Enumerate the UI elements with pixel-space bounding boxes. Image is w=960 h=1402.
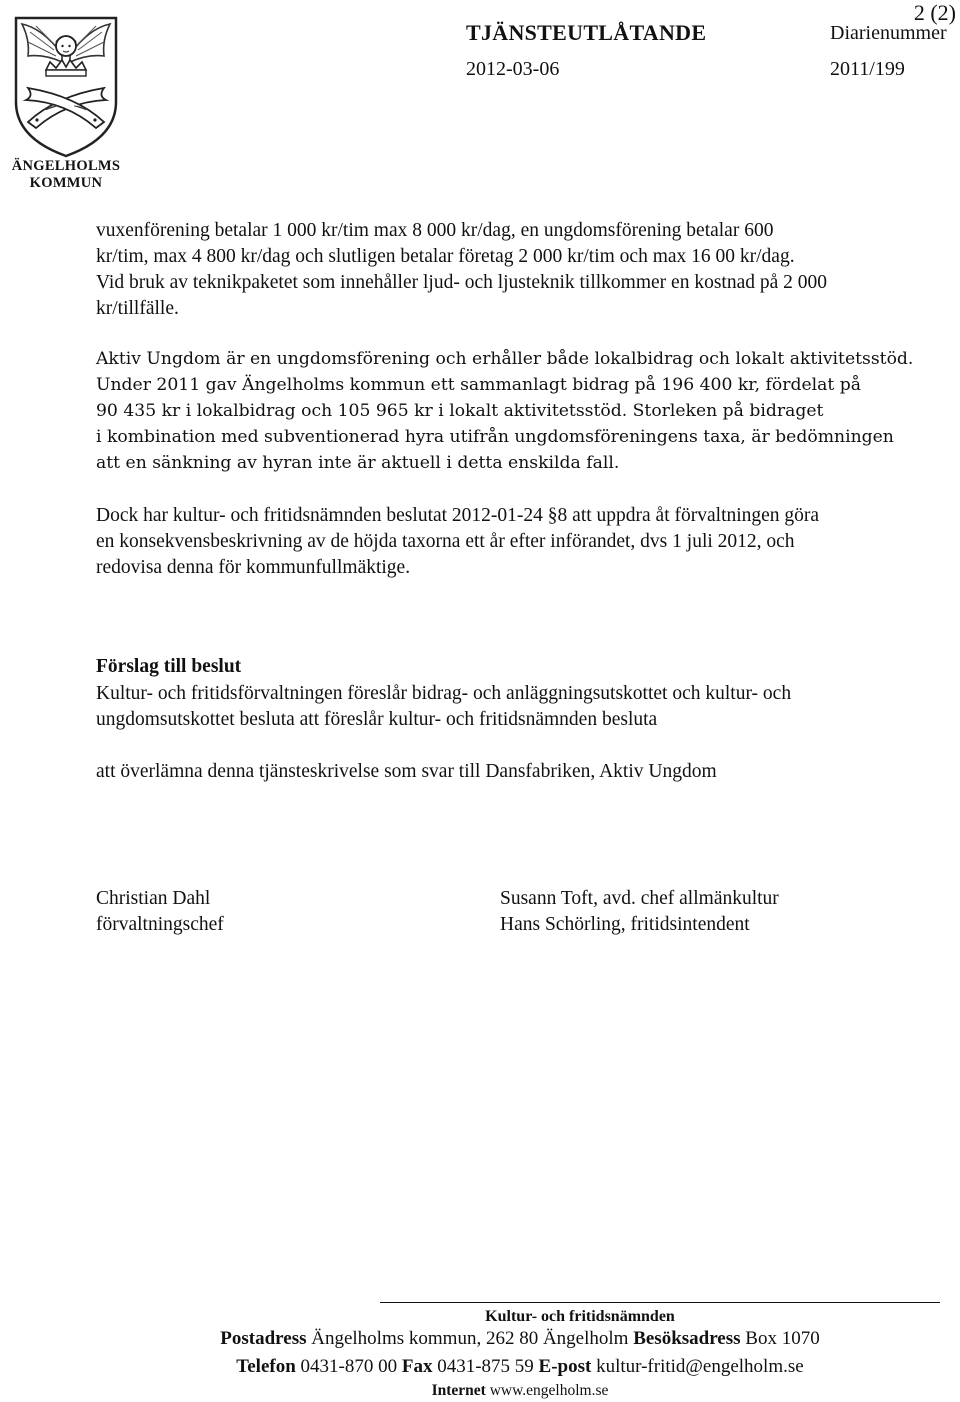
text-line: ungdomsutskottet besluta att föreslår kultur- och fritidsnämnden besluta xyxy=(96,709,658,730)
signature-left-title: förvaltningschef xyxy=(96,914,224,935)
epost-label: E-post xyxy=(538,1356,592,1377)
telefon-label: Telefon xyxy=(236,1356,296,1377)
text-line: redovisa denna för kommunfullmäktige. xyxy=(96,557,411,578)
paragraph-fees xyxy=(96,218,936,322)
footer-department: Kultur- och fritidsnämnden xyxy=(485,1308,675,1325)
text-line: vuxenförening betalar 1 000 kr/tim max 8 000 kr/dag, en ungdomsförening betalar 600 xyxy=(96,220,774,241)
postadress-value: Ängelholms kommun, 262 80 Ängelholm xyxy=(311,1328,629,1349)
text-line: Aktiv Ungdom är en ungdomsförening och erhåller både lokalbidrag och lokalt aktivitetsstöd. xyxy=(96,349,914,369)
document-date: 2012-03-06 xyxy=(466,58,560,80)
text-line: Vid bruk av teknikpaketet som innehåller ljud- och ljusteknik tillkommer en kostnad på 2 000 xyxy=(96,272,828,293)
signature-right-line1: Susann Toft, avd. chef allmänkultur xyxy=(500,888,779,909)
footer-internet-line xyxy=(120,1382,920,1400)
internet-link[interactable]: www.engelholm.se xyxy=(489,1382,609,1399)
text-line: att överlämna denna tjänsteskrivelse som svar till Dansfabriken, Aktiv Ungdom xyxy=(96,761,717,782)
diarie-number: 2011/199 xyxy=(830,58,905,80)
besoksadress-label: Besöksadress xyxy=(633,1328,741,1349)
coat-of-arms-icon xyxy=(6,10,126,160)
diarie-label: Diarienummer xyxy=(830,22,947,44)
text-line: Under 2011 gav Ängelholms kommun ett sammanlagt bidrag på 196 400 kr, fördelat på xyxy=(96,375,862,395)
footer-contact-line xyxy=(120,1356,920,1378)
paragraph-decision xyxy=(96,503,936,581)
paragraph-proposal xyxy=(96,681,936,733)
besoksadress-value: Box 1070 xyxy=(745,1328,820,1349)
text-line: 90 435 kr i lokalbidrag och 105 965 kr i lokalt aktivitetsstöd. Storleken på bidraget xyxy=(96,401,824,421)
signature-right-line2: Hans Schörling, fritidsintendent xyxy=(500,914,750,935)
internet-label: Internet xyxy=(431,1382,486,1399)
paragraph-resolution xyxy=(96,759,936,785)
text-line: Kultur- och fritidsförvaltningen föreslår bidrag- och anläggningsutskottet och kultur- och xyxy=(96,683,792,704)
text-line: Dock har kultur- och fritidsnämnden beslutat 2012-01-24 §8 att uppdra åt förvaltningen göra xyxy=(96,505,820,526)
footer-divider xyxy=(380,1302,940,1303)
logo-text-line2: KOMMUN xyxy=(29,175,103,191)
text-line: kr/tim, max 4 800 kr/dag och slutligen betalar företag 2 000 kr/tim och max 16 00 kr/dag. xyxy=(96,246,795,267)
section-heading: Förslag till beslut xyxy=(96,656,242,677)
municipality-logo xyxy=(6,10,126,190)
logo-text-line1: ÄNGELHOLMS xyxy=(11,158,121,174)
text-line: kr/tillfälle. xyxy=(96,298,179,319)
paragraph-aktiv-ungdom xyxy=(96,346,936,476)
text-line: i kombination med subventionerad hyra utifrån ungdomsföreningens taxa, är bedömningen xyxy=(96,427,894,447)
signature-left-name: Christian Dahl xyxy=(96,888,211,909)
document-type: TJÄNSTEUTLÅTANDE xyxy=(466,20,707,45)
page-number: 2 (2) xyxy=(913,0,956,25)
postadress-label: Postadress xyxy=(220,1328,307,1349)
epost-value: kultur-fritid@engelholm.se xyxy=(596,1356,804,1377)
footer-address-line xyxy=(120,1328,920,1350)
telefon-value: 0431-870 00 xyxy=(300,1356,398,1377)
text-line: att en sänkning av hyran inte är aktuell i detta enskilda fall. xyxy=(96,453,620,473)
fax-label: Fax xyxy=(401,1356,433,1377)
fax-value: 0431-875 59 xyxy=(437,1356,534,1377)
text-line: en konsekvensbeskrivning av de höjda taxorna ett år efter införandet, dvs 1 juli 2012, och xyxy=(96,531,795,552)
